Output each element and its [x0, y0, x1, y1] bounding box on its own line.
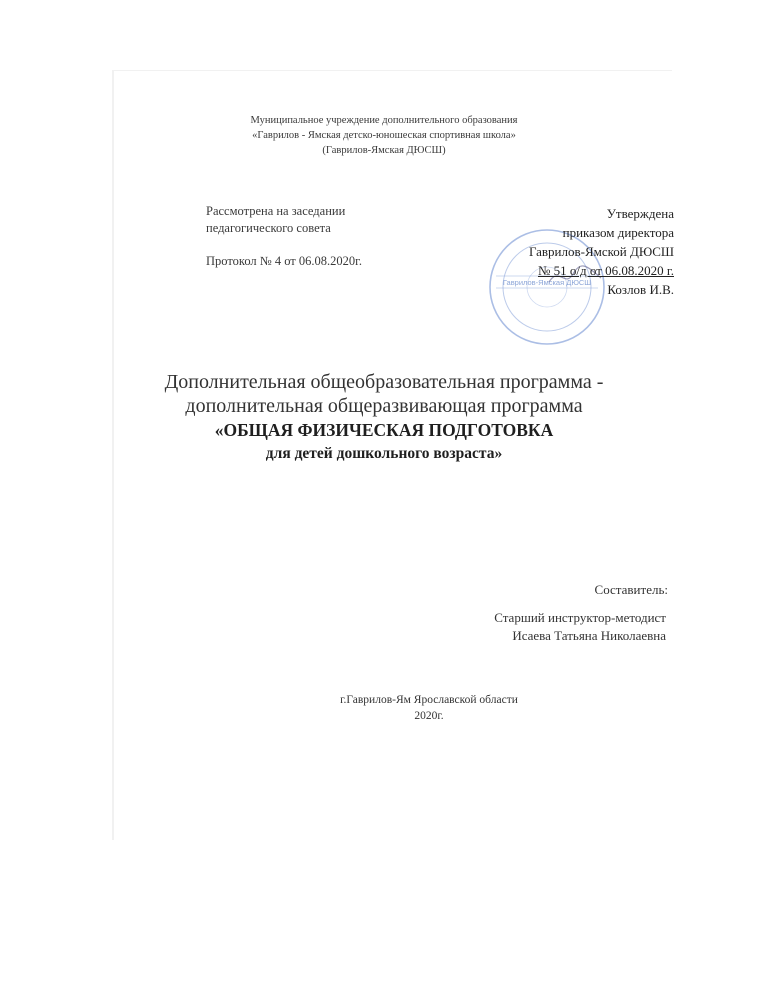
title-line-4: для детей дошкольного возраста» [265, 445, 503, 462]
approved-order: № 51 о/д от 06.08.2020 г. [537, 263, 674, 278]
footer [0, 692, 768, 724]
footer-place: г.Гаврилов-Ям Ярославской области [340, 694, 518, 706]
reviewed-line-2: педагогического совета [206, 221, 331, 235]
stamp-text: Гаврилов-Ямская ДЮСШ [502, 278, 592, 287]
approved-signature-name: Козлов И.В. [607, 282, 674, 297]
compiler-name: Исаева Татьяна Николаевна [512, 628, 666, 643]
reviewed-line-1: Рассмотрена на заседании [206, 204, 346, 218]
compiler-label: Составитель: [594, 582, 668, 597]
program-title [0, 370, 768, 465]
compiler-position: Старший инструктор-методист [494, 610, 666, 625]
title-line-2: дополнительная общеразвивающая программа [185, 395, 583, 417]
header-line-2: «Гаврилов - Ямская детско-юношеская спортивная школа» [252, 130, 516, 141]
approved-line-2: приказом директора [562, 225, 674, 240]
title-line-1: Дополнительная общеобразовательная программа - [164, 371, 604, 393]
footer-year: 2020г. [414, 710, 444, 722]
protocol-line: Протокол № 4 от 06.08.2020г. [206, 254, 362, 268]
approved-block [529, 204, 674, 299]
title-line-3: «ОБЩАЯ ФИЗИЧЕСКАЯ ПОДГОТОВКА [214, 420, 554, 440]
scan-edge-top [112, 70, 672, 71]
header-line-3: (Гаврилов-Ямская ДЮСШ) [322, 145, 446, 156]
reviewed-block [206, 203, 345, 237]
approved-line-3: Гаврилов-Ямской ДЮСШ [528, 244, 674, 259]
approved-line-1: Утверждена [606, 206, 674, 221]
header-line-1: Муниципальное учреждение дополнительного образования [250, 115, 518, 126]
institution-header [0, 113, 768, 158]
